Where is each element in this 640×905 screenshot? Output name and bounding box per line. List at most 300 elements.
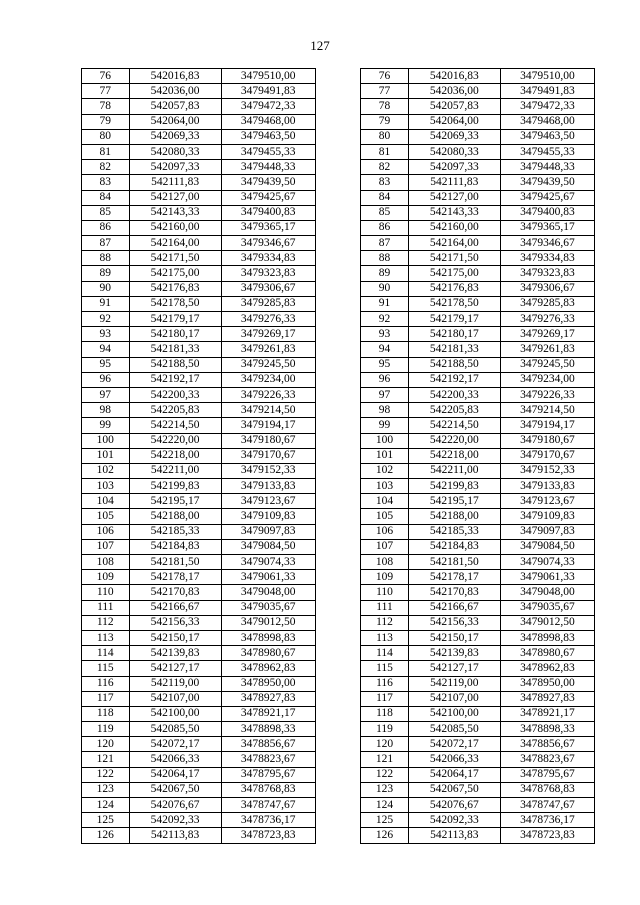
left-point-number-cell: 78 [82,99,130,114]
right-y-coordinate-cell: 3479472,33 [500,99,594,114]
table-row [82,69,595,84]
right-y-coordinate-cell: 3478998,83 [500,630,594,645]
column-gap [315,251,361,266]
left-y-coordinate-cell: 3479074,33 [221,555,315,570]
column-gap [315,722,361,737]
right-x-coordinate-cell: 542156,33 [408,615,500,630]
right-point-number-cell: 84 [361,190,409,205]
right-x-coordinate-cell: 542085,50 [408,722,500,737]
left-x-coordinate-cell: 542220,00 [129,433,221,448]
right-x-coordinate-cell: 542199,83 [408,479,500,494]
table-row [82,630,595,645]
table-row [82,676,595,691]
left-point-number-cell: 122 [82,767,130,782]
right-y-coordinate-cell: 3478768,83 [500,782,594,797]
right-y-coordinate-cell: 3478927,83 [500,691,594,706]
right-y-coordinate-cell: 3479269,17 [500,327,594,342]
right-point-number-cell: 125 [361,813,409,828]
left-x-coordinate-cell: 542085,50 [129,722,221,737]
table-row [82,646,595,661]
left-x-coordinate-cell: 542111,83 [129,175,221,190]
column-gap [315,615,361,630]
right-point-number-cell: 109 [361,570,409,585]
right-point-number-cell: 105 [361,509,409,524]
right-x-coordinate-cell: 542057,83 [408,99,500,114]
right-y-coordinate-cell: 3479439,50 [500,175,594,190]
right-x-coordinate-cell: 542016,83 [408,69,500,84]
column-gap [315,767,361,782]
left-x-coordinate-cell: 542127,00 [129,190,221,205]
column-gap [315,555,361,570]
left-x-coordinate-cell: 542066,33 [129,752,221,767]
right-x-coordinate-cell: 542192,17 [408,372,500,387]
right-point-number-cell: 96 [361,372,409,387]
left-y-coordinate-cell: 3479346,67 [221,236,315,251]
right-point-number-cell: 111 [361,600,409,615]
right-y-coordinate-cell: 3479133,83 [500,479,594,494]
right-x-coordinate-cell: 542218,00 [408,448,500,463]
left-x-coordinate-cell: 542205,83 [129,403,221,418]
left-point-number-cell: 99 [82,418,130,433]
table-row [82,691,595,706]
right-y-coordinate-cell: 3478723,83 [500,828,594,843]
left-x-coordinate-cell: 542180,17 [129,327,221,342]
right-point-number-cell: 76 [361,69,409,84]
table-row [82,205,595,220]
left-point-number-cell: 79 [82,114,130,129]
left-point-number-cell: 109 [82,570,130,585]
table-row [82,782,595,797]
table-row [82,312,595,327]
right-point-number-cell: 108 [361,555,409,570]
left-point-number-cell: 80 [82,129,130,144]
right-x-coordinate-cell: 542220,00 [408,433,500,448]
column-gap [315,752,361,767]
right-y-coordinate-cell: 3478795,67 [500,767,594,782]
left-x-coordinate-cell: 542184,83 [129,539,221,554]
right-point-number-cell: 91 [361,296,409,311]
left-x-coordinate-cell: 542164,00 [129,236,221,251]
left-point-number-cell: 100 [82,433,130,448]
left-point-number-cell: 105 [82,509,130,524]
left-point-number-cell: 107 [82,539,130,554]
table-row [82,372,595,387]
column-gap [315,782,361,797]
column-gap [315,813,361,828]
table-row [82,585,595,600]
column-gap [315,418,361,433]
table-row [82,160,595,175]
right-point-number-cell: 93 [361,327,409,342]
left-y-coordinate-cell: 3478980,67 [221,646,315,661]
left-x-coordinate-cell: 542072,17 [129,737,221,752]
left-x-coordinate-cell: 542016,83 [129,69,221,84]
left-point-number-cell: 85 [82,205,130,220]
table-row [82,129,595,144]
table-row [82,342,595,357]
right-x-coordinate-cell: 542205,83 [408,403,500,418]
right-x-coordinate-cell: 542164,00 [408,236,500,251]
right-y-coordinate-cell: 3478823,67 [500,752,594,767]
page-number: 127 [310,38,330,53]
column-gap [315,160,361,175]
left-x-coordinate-cell: 542188,00 [129,509,221,524]
column-gap [315,357,361,372]
right-y-coordinate-cell: 3478980,67 [500,646,594,661]
right-y-coordinate-cell: 3479306,67 [500,281,594,296]
left-x-coordinate-cell: 542185,33 [129,524,221,539]
left-y-coordinate-cell: 3479152,33 [221,463,315,478]
column-gap [315,661,361,676]
left-y-coordinate-cell: 3479276,33 [221,312,315,327]
left-point-number-cell: 103 [82,479,130,494]
left-point-number-cell: 117 [82,691,130,706]
left-y-coordinate-cell: 3479133,83 [221,479,315,494]
table-row [82,539,595,554]
left-y-coordinate-cell: 3479226,33 [221,387,315,402]
left-point-number-cell: 90 [82,281,130,296]
left-y-coordinate-cell: 3479097,83 [221,524,315,539]
right-point-number-cell: 80 [361,129,409,144]
left-point-number-cell: 113 [82,630,130,645]
coordinates-table-body [82,69,595,844]
left-x-coordinate-cell: 542179,17 [129,312,221,327]
left-y-coordinate-cell: 3479334,83 [221,251,315,266]
table-row [82,190,595,205]
left-point-number-cell: 114 [82,646,130,661]
left-point-number-cell: 81 [82,144,130,159]
column-gap [315,630,361,645]
right-point-number-cell: 124 [361,798,409,813]
right-point-number-cell: 77 [361,84,409,99]
right-x-coordinate-cell: 542188,00 [408,509,500,524]
right-x-coordinate-cell: 542113,83 [408,828,500,843]
left-y-coordinate-cell: 3479061,33 [221,570,315,585]
right-point-number-cell: 98 [361,403,409,418]
left-x-coordinate-cell: 542160,00 [129,220,221,235]
table-row [82,570,595,585]
column-gap [315,706,361,721]
table-row [82,524,595,539]
left-y-coordinate-cell: 3478736,17 [221,813,315,828]
left-x-coordinate-cell: 542107,00 [129,691,221,706]
column-gap [315,676,361,691]
column-gap [315,190,361,205]
right-x-coordinate-cell: 542100,00 [408,706,500,721]
column-gap [315,509,361,524]
right-y-coordinate-cell: 3479123,67 [500,494,594,509]
left-x-coordinate-cell: 542119,00 [129,676,221,691]
right-y-coordinate-cell: 3479074,33 [500,555,594,570]
left-x-coordinate-cell: 542200,33 [129,387,221,402]
right-x-coordinate-cell: 542181,50 [408,555,500,570]
right-point-number-cell: 87 [361,236,409,251]
left-point-number-cell: 98 [82,403,130,418]
right-x-coordinate-cell: 542097,33 [408,160,500,175]
left-x-coordinate-cell: 542192,17 [129,372,221,387]
left-point-number-cell: 87 [82,236,130,251]
column-gap [315,600,361,615]
left-y-coordinate-cell: 3479035,67 [221,600,315,615]
left-y-coordinate-cell: 3478927,83 [221,691,315,706]
right-x-coordinate-cell: 542127,00 [408,190,500,205]
right-y-coordinate-cell: 3479276,33 [500,312,594,327]
right-y-coordinate-cell: 3479365,17 [500,220,594,235]
right-y-coordinate-cell: 3479400,83 [500,205,594,220]
table-row [82,236,595,251]
right-point-number-cell: 86 [361,220,409,235]
right-y-coordinate-cell: 3479152,33 [500,463,594,478]
right-point-number-cell: 92 [361,312,409,327]
left-y-coordinate-cell: 3479455,33 [221,144,315,159]
right-point-number-cell: 94 [361,342,409,357]
table-row [82,798,595,813]
left-y-coordinate-cell: 3479463,50 [221,129,315,144]
right-x-coordinate-cell: 542211,00 [408,463,500,478]
left-point-number-cell: 89 [82,266,130,281]
left-x-coordinate-cell: 542166,67 [129,600,221,615]
column-gap [315,84,361,99]
table-row [82,661,595,676]
column-gap [315,266,361,281]
column-gap [315,69,361,84]
left-y-coordinate-cell: 3479012,50 [221,615,315,630]
left-y-coordinate-cell: 3479109,83 [221,509,315,524]
right-y-coordinate-cell: 3479109,83 [500,509,594,524]
table-row [82,266,595,281]
left-y-coordinate-cell: 3478723,83 [221,828,315,843]
left-y-coordinate-cell: 3479365,17 [221,220,315,235]
right-point-number-cell: 119 [361,722,409,737]
left-point-number-cell: 118 [82,706,130,721]
left-point-number-cell: 76 [82,69,130,84]
table-row [82,494,595,509]
column-gap [315,281,361,296]
right-point-number-cell: 110 [361,585,409,600]
left-x-coordinate-cell: 542069,33 [129,129,221,144]
right-point-number-cell: 102 [361,463,409,478]
table-row [82,99,595,114]
left-x-coordinate-cell: 542188,50 [129,357,221,372]
left-point-number-cell: 106 [82,524,130,539]
right-point-number-cell: 126 [361,828,409,843]
left-y-coordinate-cell: 3479425,67 [221,190,315,205]
left-point-number-cell: 86 [82,220,130,235]
right-y-coordinate-cell: 3479468,00 [500,114,594,129]
right-x-coordinate-cell: 542092,33 [408,813,500,828]
right-y-coordinate-cell: 3479226,33 [500,387,594,402]
left-point-number-cell: 91 [82,296,130,311]
left-x-coordinate-cell: 542171,50 [129,251,221,266]
left-y-coordinate-cell: 3479400,83 [221,205,315,220]
table-row [82,509,595,524]
right-y-coordinate-cell: 3479245,50 [500,357,594,372]
table-row [82,555,595,570]
left-y-coordinate-cell: 3479269,17 [221,327,315,342]
left-x-coordinate-cell: 542178,17 [129,570,221,585]
left-x-coordinate-cell: 542064,00 [129,114,221,129]
table-row [82,220,595,235]
right-point-number-cell: 100 [361,433,409,448]
left-point-number-cell: 92 [82,312,130,327]
left-point-number-cell: 110 [82,585,130,600]
left-x-coordinate-cell: 542211,00 [129,463,221,478]
left-point-number-cell: 94 [82,342,130,357]
left-y-coordinate-cell: 3479245,50 [221,357,315,372]
table-row [82,737,595,752]
left-y-coordinate-cell: 3479472,33 [221,99,315,114]
column-gap [315,524,361,539]
right-y-coordinate-cell: 3479035,67 [500,600,594,615]
left-y-coordinate-cell: 3478856,67 [221,737,315,752]
right-y-coordinate-cell: 3478962,83 [500,661,594,676]
table-row [82,463,595,478]
right-x-coordinate-cell: 542067,50 [408,782,500,797]
right-y-coordinate-cell: 3479084,50 [500,539,594,554]
column-gap [315,144,361,159]
right-y-coordinate-cell: 3479097,83 [500,524,594,539]
table-row [82,296,595,311]
right-x-coordinate-cell: 542111,83 [408,175,500,190]
right-y-coordinate-cell: 3479510,00 [500,69,594,84]
table-row [82,706,595,721]
right-x-coordinate-cell: 542127,17 [408,661,500,676]
right-point-number-cell: 89 [361,266,409,281]
right-y-coordinate-cell: 3479061,33 [500,570,594,585]
right-point-number-cell: 114 [361,646,409,661]
left-point-number-cell: 125 [82,813,130,828]
right-y-coordinate-cell: 3478950,00 [500,676,594,691]
left-x-coordinate-cell: 542195,17 [129,494,221,509]
table-row [82,600,595,615]
left-y-coordinate-cell: 3479170,67 [221,448,315,463]
right-x-coordinate-cell: 542195,17 [408,494,500,509]
right-y-coordinate-cell: 3479463,50 [500,129,594,144]
left-point-number-cell: 96 [82,372,130,387]
right-y-coordinate-cell: 3479214,50 [500,403,594,418]
column-gap [315,646,361,661]
left-point-number-cell: 111 [82,600,130,615]
right-y-coordinate-cell: 3479048,00 [500,585,594,600]
left-point-number-cell: 84 [82,190,130,205]
left-y-coordinate-cell: 3479510,00 [221,69,315,84]
left-point-number-cell: 116 [82,676,130,691]
right-y-coordinate-cell: 3479012,50 [500,615,594,630]
table-row [82,479,595,494]
right-y-coordinate-cell: 3479455,33 [500,144,594,159]
right-y-coordinate-cell: 3478898,33 [500,722,594,737]
left-x-coordinate-cell: 542150,17 [129,630,221,645]
table-row [82,387,595,402]
left-x-coordinate-cell: 542156,33 [129,615,221,630]
right-point-number-cell: 95 [361,357,409,372]
left-point-number-cell: 93 [82,327,130,342]
left-point-number-cell: 108 [82,555,130,570]
right-x-coordinate-cell: 542200,33 [408,387,500,402]
right-point-number-cell: 90 [361,281,409,296]
right-point-number-cell: 101 [361,448,409,463]
left-x-coordinate-cell: 542113,83 [129,828,221,843]
table-row [82,144,595,159]
left-point-number-cell: 97 [82,387,130,402]
right-y-coordinate-cell: 3479180,67 [500,433,594,448]
left-x-coordinate-cell: 542170,83 [129,585,221,600]
column-gap [315,372,361,387]
right-x-coordinate-cell: 542178,50 [408,296,500,311]
table-row [82,752,595,767]
table-row [82,357,595,372]
right-point-number-cell: 113 [361,630,409,645]
right-y-coordinate-cell: 3479285,83 [500,296,594,311]
right-point-number-cell: 120 [361,737,409,752]
right-y-coordinate-cell: 3479334,83 [500,251,594,266]
table-row [82,448,595,463]
right-x-coordinate-cell: 542175,00 [408,266,500,281]
column-gap [315,236,361,251]
table-row [82,114,595,129]
table-row [82,615,595,630]
right-y-coordinate-cell: 3478856,67 [500,737,594,752]
left-x-coordinate-cell: 542178,50 [129,296,221,311]
left-x-coordinate-cell: 542036,00 [129,84,221,99]
left-y-coordinate-cell: 3479194,17 [221,418,315,433]
coordinates-table [81,68,595,844]
left-y-coordinate-cell: 3478962,83 [221,661,315,676]
column-gap [315,99,361,114]
right-y-coordinate-cell: 3479425,67 [500,190,594,205]
column-gap [315,828,361,843]
column-gap [315,433,361,448]
right-x-coordinate-cell: 542181,33 [408,342,500,357]
right-x-coordinate-cell: 542076,67 [408,798,500,813]
left-x-coordinate-cell: 542067,50 [129,782,221,797]
table-row [82,722,595,737]
left-y-coordinate-cell: 3479306,67 [221,281,315,296]
right-x-coordinate-cell: 542064,00 [408,114,500,129]
column-gap [315,403,361,418]
right-point-number-cell: 123 [361,782,409,797]
left-point-number-cell: 104 [82,494,130,509]
right-y-coordinate-cell: 3479491,83 [500,84,594,99]
left-point-number-cell: 119 [82,722,130,737]
left-y-coordinate-cell: 3479491,83 [221,84,315,99]
right-x-coordinate-cell: 542036,00 [408,84,500,99]
column-gap [315,691,361,706]
column-gap [315,220,361,235]
left-y-coordinate-cell: 3478768,83 [221,782,315,797]
right-y-coordinate-cell: 3478747,67 [500,798,594,813]
right-point-number-cell: 116 [361,676,409,691]
left-y-coordinate-cell: 3479180,67 [221,433,315,448]
right-point-number-cell: 121 [361,752,409,767]
right-y-coordinate-cell: 3479234,00 [500,372,594,387]
left-point-number-cell: 123 [82,782,130,797]
left-y-coordinate-cell: 3478795,67 [221,767,315,782]
left-y-coordinate-cell: 3479323,83 [221,266,315,281]
right-x-coordinate-cell: 542150,17 [408,630,500,645]
right-point-number-cell: 106 [361,524,409,539]
column-gap [315,585,361,600]
right-point-number-cell: 85 [361,205,409,220]
table-row [82,433,595,448]
right-x-coordinate-cell: 542166,67 [408,600,500,615]
right-y-coordinate-cell: 3478736,17 [500,813,594,828]
left-y-coordinate-cell: 3478921,17 [221,706,315,721]
left-x-coordinate-cell: 542199,83 [129,479,221,494]
column-gap [315,448,361,463]
right-y-coordinate-cell: 3478921,17 [500,706,594,721]
left-x-coordinate-cell: 542092,33 [129,813,221,828]
